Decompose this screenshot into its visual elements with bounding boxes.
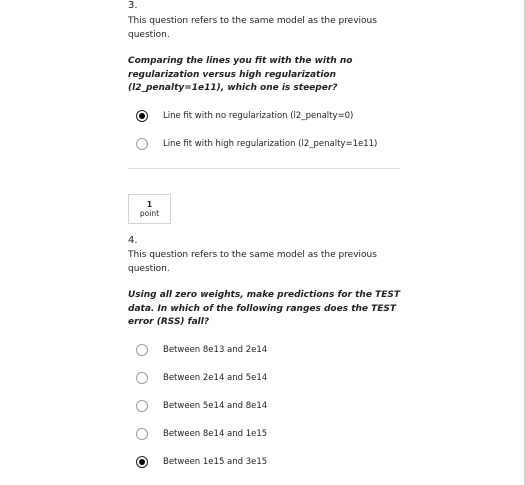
radio-dot-icon [139, 459, 145, 465]
option-label: Between 5e14 and 8e14 [163, 401, 268, 411]
question-3-option-2[interactable] [136, 136, 377, 152]
question-3-prompt: Comparing the lines you fit with the with no regularization versus high regularization (l2_penalty=1e11), which one is steeper? [128, 56, 353, 93]
radio-button[interactable] [136, 138, 148, 150]
question-4-option-3[interactable] [136, 398, 267, 414]
option-label: Between 1e15 and 3e15 [163, 457, 268, 467]
option-label: Line fit with no regularization (l2_penalty=0) [163, 111, 354, 121]
option-label: Between 2e14 and 5e14 [163, 373, 268, 383]
question-4-option-2[interactable] [136, 370, 267, 386]
option-label: Line fit with high regularization (l2_penalty=1e11) [163, 139, 378, 149]
question-4-number: 4. [128, 235, 138, 246]
radio-button[interactable] [136, 344, 148, 356]
question-4-prompt: Using all zero weights, make predictions for the TEST data. In which of the following ranges does the TEST error (RSS) fall? [128, 290, 400, 327]
question-4-option-4[interactable] [136, 426, 267, 442]
radio-button[interactable] [136, 400, 148, 412]
points-unit: point [139, 209, 160, 218]
option-label: Between 8e14 and 1e15 [163, 429, 268, 439]
radio-button[interactable] [136, 372, 148, 384]
question-divider [128, 168, 400, 169]
question-3-text: This question refers to the same model as the previous question. [128, 16, 377, 40]
question-4-option-1[interactable] [136, 342, 267, 358]
radio-button-selected[interactable] [136, 456, 148, 468]
question-4-option-5[interactable] [136, 454, 267, 470]
radio-dot-icon [139, 113, 145, 119]
question-3-number: 3. [128, 0, 138, 11]
points-value: 1 [146, 200, 153, 209]
question-4-text: This question refers to the same model as the previous question. [128, 250, 377, 274]
radio-button[interactable] [136, 428, 148, 440]
option-label: Between 8e13 and 2e14 [163, 345, 268, 355]
radio-button-selected[interactable] [136, 110, 148, 122]
points-badge [128, 194, 171, 224]
question-3-option-1[interactable] [136, 108, 353, 124]
